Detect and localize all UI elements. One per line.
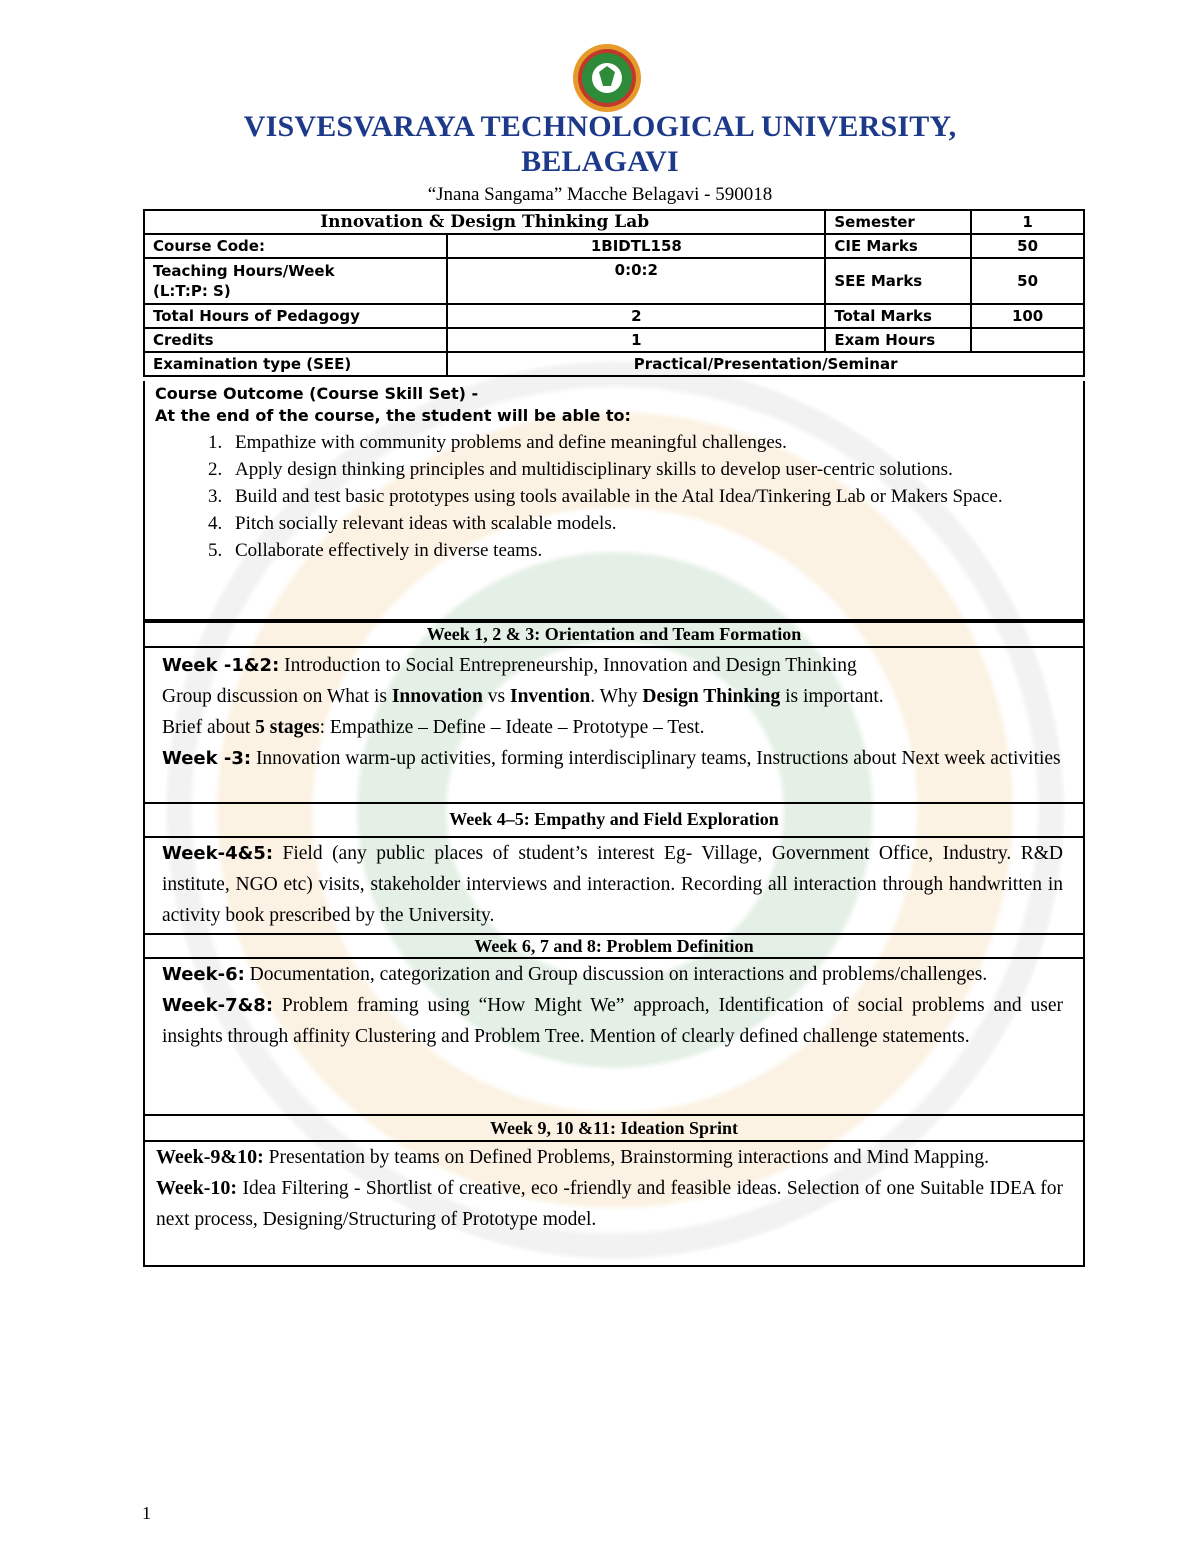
exam-hours-label: Exam Hours	[825, 328, 971, 352]
week-9-11-content	[143, 1142, 1085, 1267]
text-run: Brief about	[162, 717, 256, 738]
week-label: Week -1&2:	[162, 655, 280, 676]
teaching-hours-label-line2: (L:T:P: S)	[153, 282, 231, 300]
course-outcomes-list	[155, 429, 1073, 564]
credits-value: 1	[447, 328, 825, 352]
week-9-11-heading: Week 9, 10 &11: Ideation Sprint	[143, 1116, 1085, 1142]
university-title: VISVESVARAYA TECHNOLOGICAL UNIVERSITY,	[243, 110, 957, 143]
table-row	[144, 352, 1084, 376]
pedagogy-hours-label: Total Hours of Pedagogy	[144, 304, 447, 328]
teaching-hours-label	[144, 258, 447, 304]
list-item: 3. Build and test basic prototypes using tools available in the Atal Idea/Tinkering Lab or Makers Space.	[227, 483, 1073, 510]
text-run: Design Thinking	[642, 686, 781, 707]
week-text: Problem framing using “How Might We” approach, Identification of social problems and user insights through affinity Clustering and Problem Tree. Mention of clearly defined challenge statements.	[162, 995, 1063, 1047]
week-3-paragraph	[162, 743, 1063, 774]
cie-marks-label: CIE Marks	[825, 234, 971, 258]
week-4-5-heading: Week 4–5: Empathy and Field Exploration	[143, 804, 1085, 838]
week-text: Documentation, categorization and Group discussion on interactions and problems/challenges.	[244, 964, 988, 985]
week-6-paragraph	[162, 959, 1063, 990]
university-city: BELAGAVI	[521, 145, 679, 178]
table-row	[144, 304, 1084, 328]
week-label: Week -3:	[162, 748, 252, 769]
week-label: Week-6:	[162, 964, 245, 985]
week-label: Week-4&5:	[162, 843, 274, 864]
week-text: Idea Filtering - Shortlist of creative, eco -friendly and feasible ideas. Selection of one Suitable IDEA for next process, Designing/Structuring of Prototype model.	[156, 1178, 1063, 1230]
course-outcomes-section	[143, 381, 1085, 621]
week-6-8-heading: Week 6, 7 and 8: Problem Definition	[143, 935, 1085, 959]
week-1-3-content	[143, 648, 1085, 804]
pedagogy-hours-value: 2	[447, 304, 825, 328]
course-outcomes-intro: At the end of the course, the student will be able to:	[155, 406, 631, 425]
week-1-2-paragraph	[162, 650, 1063, 681]
total-marks-label: Total Marks	[825, 304, 971, 328]
see-marks-value: 50	[971, 258, 1084, 304]
exam-type-label: Examination type (SEE)	[144, 352, 447, 376]
week-6-8-content	[143, 959, 1085, 1116]
week-text: Field (any public places of student’s interest Eg- Village, Government Office, Industry. R&D institute, NGO etc) visits, stakeholder interviews and interaction. Recording all interaction through handwritten in activity book prescribed by the University.	[162, 843, 1063, 926]
text-run: : Empathize – Define – Ideate – Prototype – Test.	[319, 717, 705, 738]
university-address: “Jnana Sangama” Macche Belagavi - 590018	[427, 184, 773, 205]
credits-label: Credits	[144, 328, 447, 352]
text-run: vs	[482, 686, 510, 707]
week-label: Week-7&8:	[162, 995, 274, 1016]
stages-paragraph	[162, 712, 1063, 743]
table-row	[144, 234, 1084, 258]
teaching-hours-label-line1: Teaching Hours/Week	[153, 262, 335, 280]
exam-type-value: Practical/Presentation/Seminar	[447, 352, 1084, 376]
text-run: . Why	[590, 686, 643, 707]
total-marks-value: 100	[971, 304, 1084, 328]
week-1-3-heading: Week 1, 2 & 3: Orientation and Team Formation	[143, 621, 1085, 648]
week-label: Week-10:	[156, 1177, 238, 1199]
cie-marks-value: 50	[971, 234, 1084, 258]
course-outcomes-heading: Course Outcome (Course Skill Set) -	[155, 384, 479, 403]
week-4-5-paragraph	[162, 838, 1063, 931]
innovation-paragraph	[162, 681, 1063, 712]
text-run: Group discussion on What is	[162, 686, 392, 707]
exam-hours-value	[971, 328, 1084, 352]
week-text: Introduction to Social Entrepreneurship, Innovation and Design Thinking	[279, 655, 857, 676]
table-row	[144, 258, 1084, 304]
course-code-value: 1BIDTL158	[447, 234, 825, 258]
list-item: 1. Empathize with community problems and define meaningful challenges.	[227, 429, 1073, 456]
university-logo	[571, 42, 643, 114]
page-number: 1	[142, 1503, 151, 1523]
see-marks-label: SEE Marks	[825, 258, 971, 304]
week-10-paragraph	[156, 1173, 1063, 1235]
text-run: is important.	[780, 686, 884, 707]
course-code-label: Course Code:	[144, 234, 447, 258]
course-info-table	[143, 209, 1085, 377]
week-7-8-paragraph	[162, 990, 1063, 1052]
week-text: Presentation by teams on Defined Problems, Brainstorming interactions and Mind Mapping.	[263, 1147, 989, 1168]
teaching-hours-value: 0:0:2	[447, 258, 825, 304]
week-4-5-content	[143, 838, 1085, 935]
table-row	[144, 210, 1084, 234]
semester-value: 1	[971, 210, 1084, 234]
week-text: Innovation warm-up activities, forming interdisciplinary teams, Instructions about Next week activities	[251, 748, 1061, 769]
list-item: 4. Pitch socially relevant ideas with scalable models.	[227, 510, 1073, 537]
table-row	[144, 328, 1084, 352]
text-run: Invention	[509, 686, 591, 707]
text-run: 5 stages	[255, 717, 320, 738]
course-name: Innovation & Design Thinking Lab	[144, 210, 825, 234]
week-label: Week-9&10:	[156, 1146, 264, 1168]
list-item: 5. Collaborate effectively in diverse teams.	[227, 537, 1073, 564]
semester-label: Semester	[825, 210, 971, 234]
text-run: Innovation	[391, 686, 483, 707]
list-item: 2. Apply design thinking principles and multidisciplinary skills to develop user-centric solutions.	[227, 456, 1073, 483]
week-9-10-paragraph	[156, 1142, 1063, 1173]
